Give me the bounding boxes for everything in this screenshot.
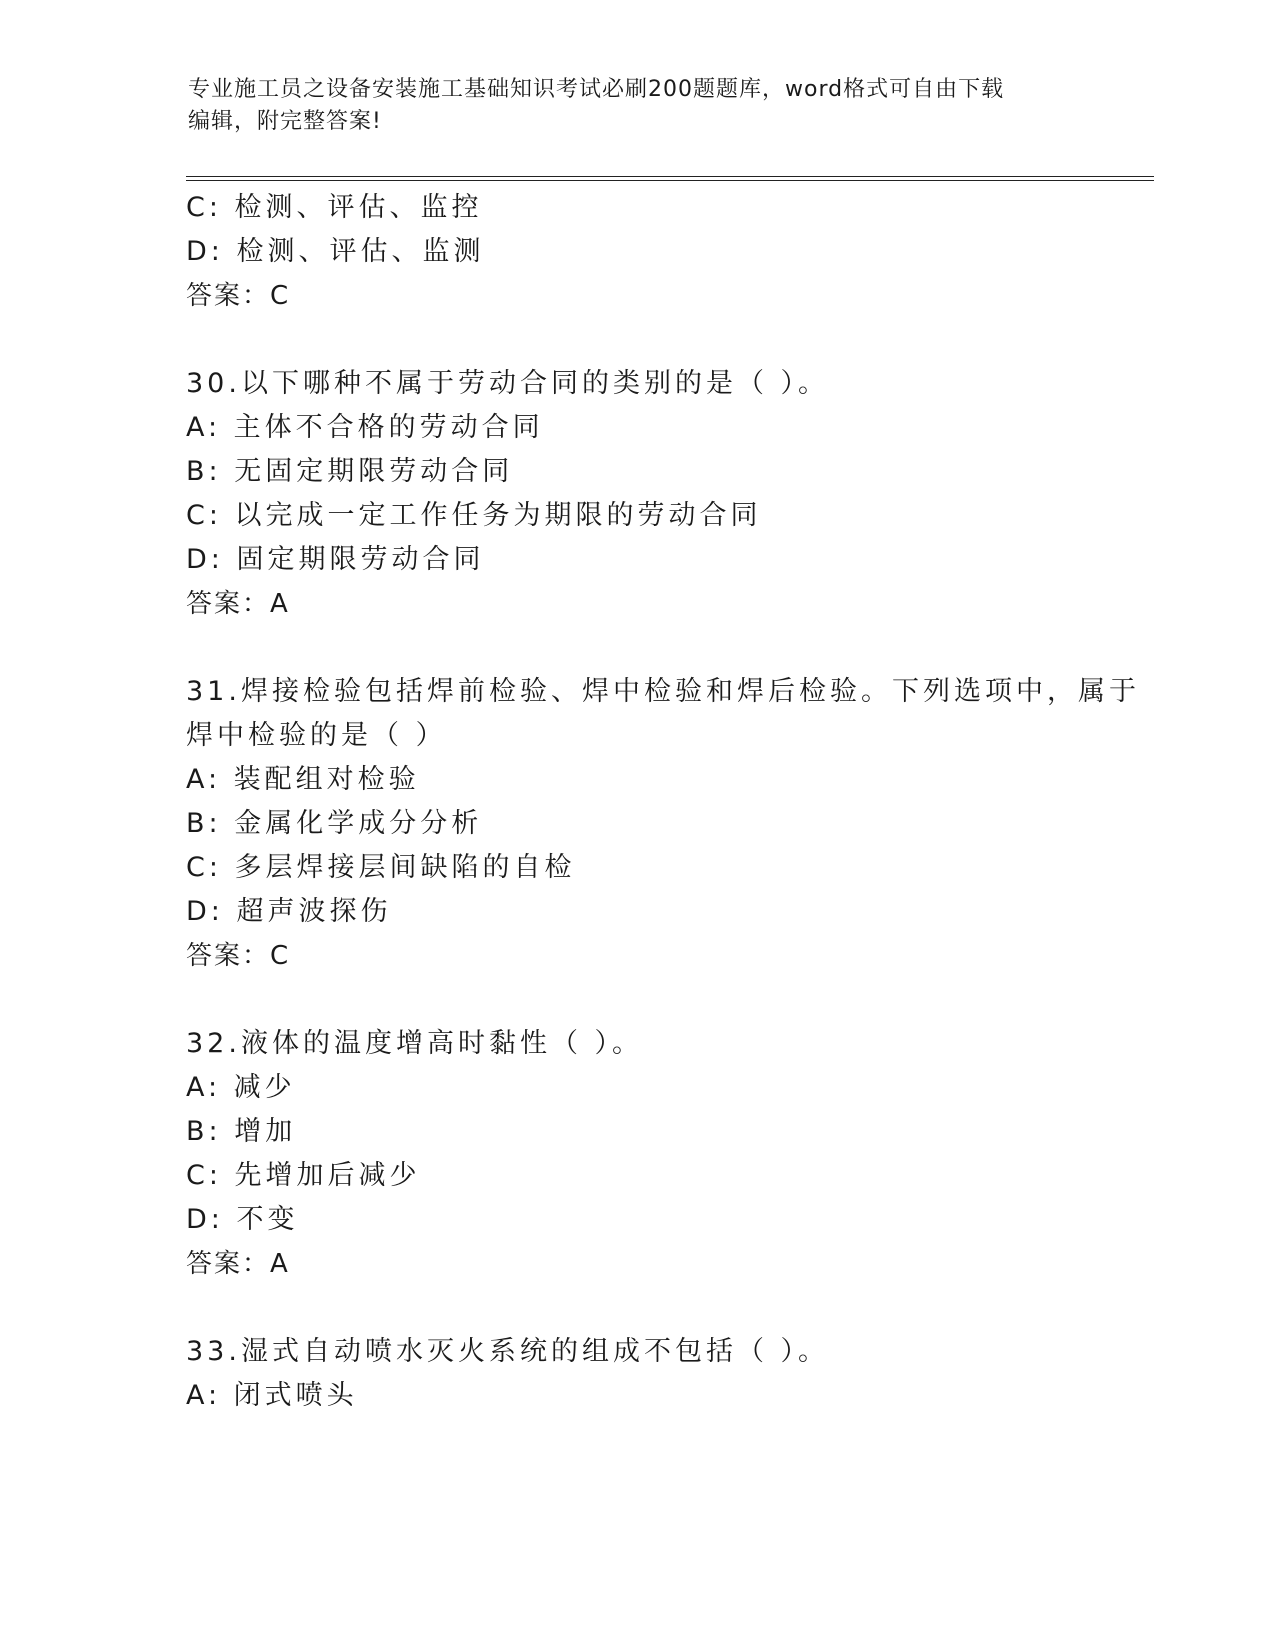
question-stem-continued: 焊中检验的是（ ） xyxy=(186,720,447,751)
answer-line: 答案：A xyxy=(186,589,290,619)
answer-line: 答案：A xyxy=(186,1249,290,1279)
option-a: A: 主体不合格的劳动合同 xyxy=(186,412,544,443)
header-line-1: 专业施工员之设备安装施工基础知识考试必刷200题题库，word格式可自由下载 xyxy=(188,77,1005,102)
option-d: D: 检测、评估、监测 xyxy=(186,236,485,267)
header-rule-bottom xyxy=(186,180,1154,181)
option-b: B: 无固定期限劳动合同 xyxy=(186,456,514,487)
question-stem: 30.以下哪种不属于劳动合同的类别的是（ ）。 xyxy=(186,368,830,399)
document-header xyxy=(188,74,1088,138)
answer-line: 答案：C xyxy=(186,281,291,311)
answer-line: 答案：C xyxy=(186,941,291,971)
option-b: B: 增加 xyxy=(186,1116,297,1147)
option-c: C: 先增加后减少 xyxy=(186,1160,421,1191)
question-stem: 31.焊接检验包括焊前检验、焊中检验和焊后检验。下列选项中，属于 xyxy=(186,676,1140,707)
option-d: D: 固定期限劳动合同 xyxy=(186,544,485,575)
option-c: C: 检测、评估、监控 xyxy=(186,192,483,223)
option-c: C: 多层焊接层间缺陷的自检 xyxy=(186,852,576,883)
header-line-2: 编辑，附完整答案! xyxy=(188,109,382,134)
option-d: D: 超声波探伤 xyxy=(186,896,392,927)
header-rule-top xyxy=(186,176,1154,177)
question-stem: 32.液体的温度增高时黏性（ ）。 xyxy=(186,1028,644,1059)
question-stem: 33.湿式自动喷水灭火系统的组成不包括（ ）。 xyxy=(186,1336,830,1367)
option-c: C: 以完成一定工作任务为期限的劳动合同 xyxy=(186,500,762,531)
option-a: A: 减少 xyxy=(186,1072,296,1103)
option-a: A: 装配组对检验 xyxy=(186,764,420,795)
option-b: B: 金属化学成分分析 xyxy=(186,808,483,839)
option-d: D: 不变 xyxy=(186,1204,299,1235)
option-a: A: 闭式喷头 xyxy=(186,1380,358,1411)
